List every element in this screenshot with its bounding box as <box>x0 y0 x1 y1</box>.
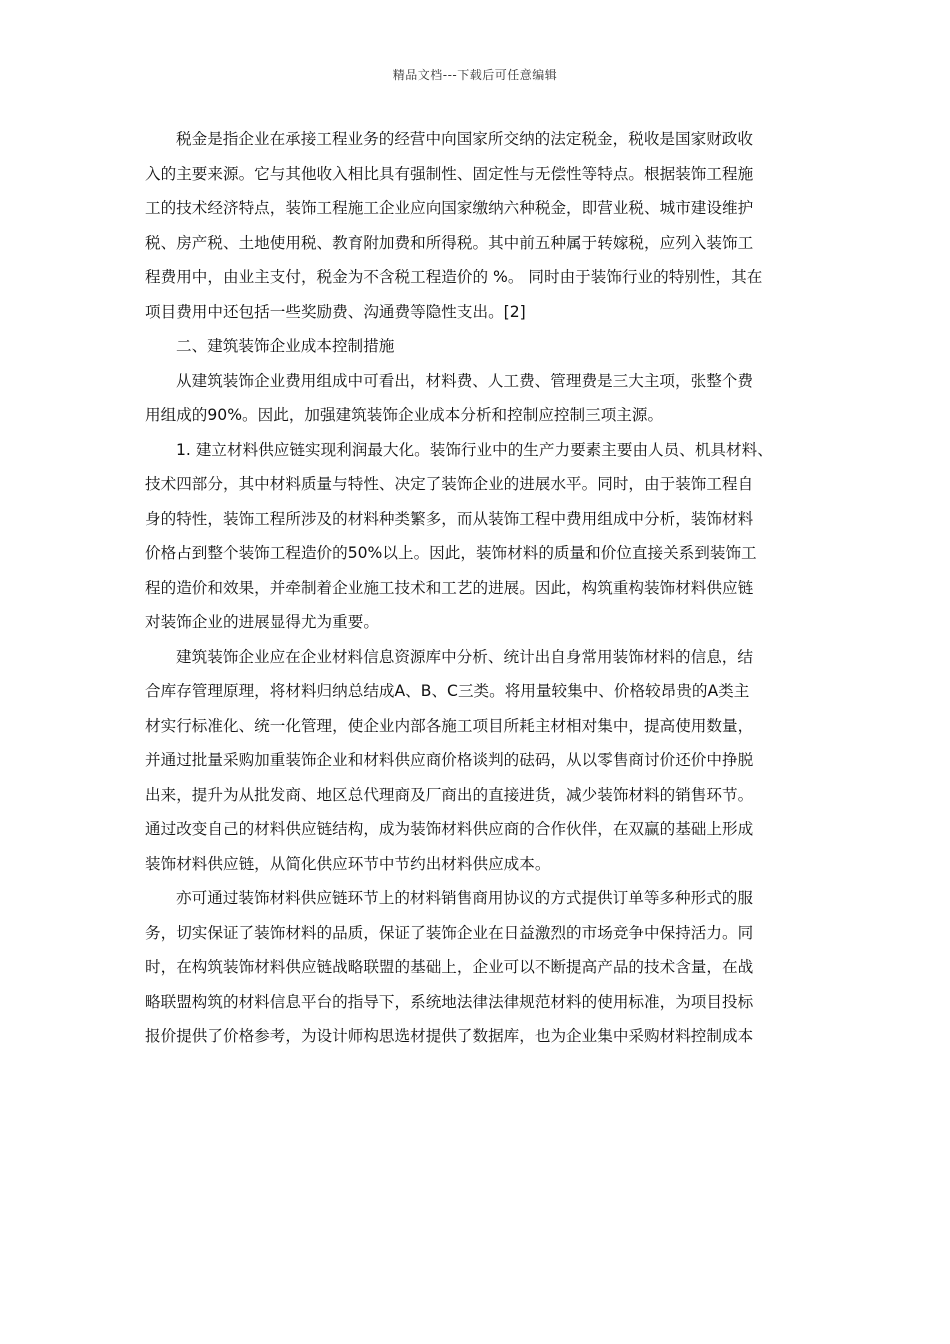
text-line: 并通过批量采购加重装饰企业和材料供应商价格谈判的砝码，从以零售商讨价还价中挣脱 <box>145 751 754 769</box>
text-line: 出来，提升为从批发商、地区总代理商及厂商出的直接进货，减少装饰材料的销售环节。 <box>145 785 754 804</box>
text-line: 合库存管理原理，将材料归纳总结成A、B、C三类。将用量较集中、价格较昂贵的A类主 <box>145 682 750 700</box>
text-line: 对装饰企业的进展显得尤为重要。 <box>145 613 379 631</box>
text-line: 务，切实保证了装饰材料的品质，保证了装饰企业在日益激烈的市场竞争中保持活力。同 <box>145 923 754 942</box>
text-line: 项目费用中还包括一些奖励费、沟通费等隐性支出。[2] <box>145 302 526 321</box>
text-line: 税金是指企业在承接工程业务的经营中向国家所交纳的法定税金，税收是国家财政收 <box>176 130 753 148</box>
text-line: 材实行标准化、统一化管理，使企业内部各施工项目所耗主材相对集中，提高使用数量， <box>145 716 754 735</box>
text-line: 通过改变自己的材料供应链结构，成为装饰材料供应商的合作伙伴，在双赢的基础上形成 <box>145 820 754 838</box>
text-line: 亦可通过装饰材料供应链环节上的材料销售商用协议的方式提供订单等多种形式的服 <box>176 889 753 907</box>
text-line: 价格占到整个装饰工程造价的50%以上。因此，装饰材料的质量和价位直接关系到装饰工 <box>145 544 757 562</box>
page-header: 精品文档---下载后可任意编辑 <box>392 68 558 82</box>
text-line: 略联盟构筑的材料信息平台的指导下，系统地法律法律规范材料的使用标准，为项目投标 <box>145 992 754 1011</box>
text-line: 工的技术经济特点，装饰工程施工企业应向国家缴纳六种税金，即营业税、城市建设维护 <box>145 199 754 217</box>
text-line: 报价提供了价格参考，为设计师构思选材提供了数据库，也为企业集中采购材料控制成本 <box>145 1027 754 1045</box>
text-line: 税、房产税、土地使用税、教育附加费和所得税。其中前五种属于转嫁税，应列入装饰工 <box>145 233 754 252</box>
text-line: 从建筑装饰企业费用组成中可看出，材料费、人工费、管理费是三大主项，张整个费 <box>176 371 753 390</box>
text-line: 装饰材料供应链，从简化供应环节中节约出材料供应成本。 <box>145 854 551 873</box>
text-line: 二、建筑装饰企业成本控制措施 <box>176 337 395 355</box>
text-line: 入的主要来源。它与其他收入相比具有强制性、固定性与无偿性等特点。根据装饰工程施 <box>145 164 754 183</box>
text-line: 身的特性，装饰工程所涉及的材料种类繁多，而从装饰工程中费用组成中分析，装饰材料 <box>145 509 754 528</box>
text-line: 程费用中，由业主支付，税金为不含税工程造价的 %。 同时由于装饰行业的特别性，其在 <box>145 268 763 286</box>
text-line: 时，在构筑装饰材料供应链战略联盟的基础上，企业可以不断提高产品的技术含量，在战 <box>145 958 754 976</box>
text-line: 用组成的90%。因此，加强建筑装饰企业成本分析和控制应控制三项主源。 <box>145 406 664 424</box>
text-line: 建筑装饰企业应在企业材料信息资源库中分析、统计出自身常用装饰材料的信息，结 <box>176 647 753 666</box>
document-body <box>145 122 809 1054</box>
text-line: 技术四部分，其中材料质量与特性、决定了装饰企业的进展水平。同时，由于装饰工程自 <box>145 475 754 493</box>
text-line: 1. 建立材料供应链实现利润最大化。装饰行业中的生产力要素主要由人员、机具材料、 <box>176 440 773 459</box>
text-line: 程的造价和效果，并牵制着企业施工技术和工艺的进展。因此，构筑重构装饰材料供应链 <box>145 578 754 597</box>
